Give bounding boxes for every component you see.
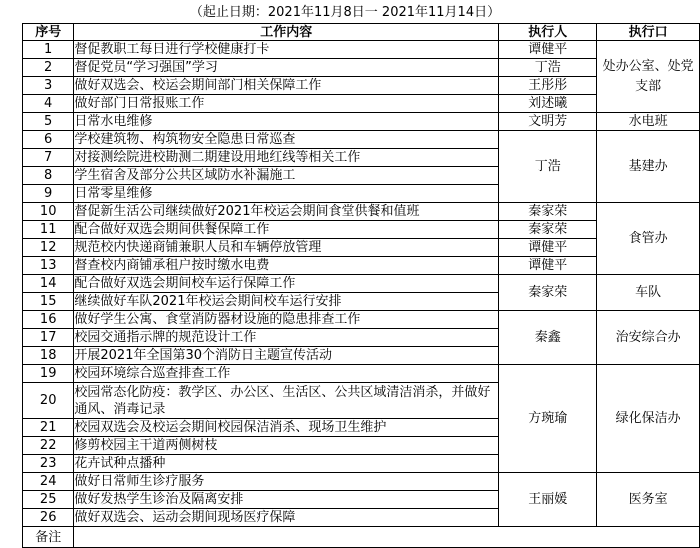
row-content: 做好双选会、运动会期间现场医疗保障	[74, 509, 499, 527]
table-row	[23, 365, 700, 383]
row-number: 5	[23, 113, 74, 131]
row-number: 3	[23, 77, 74, 95]
table-row	[23, 473, 700, 491]
row-dept: 治安综合办	[597, 311, 700, 365]
row-person: 谭健平	[499, 257, 597, 275]
row-content: 学校建筑物、构筑物安全隐患日常巡查	[74, 131, 499, 149]
row-person: 文明芳	[499, 113, 597, 131]
row-content: 做好部门日常报账工作	[74, 95, 499, 113]
row-number: 14	[23, 275, 74, 293]
row-number: 19	[23, 365, 74, 383]
table-row	[23, 113, 700, 131]
row-content: 规范校内快递商铺兼职人员和车辆停放管理	[74, 239, 499, 257]
row-content: 开展2021年全国第30个消防日主题宣传活动	[74, 347, 499, 365]
work-schedule-table	[22, 23, 700, 548]
row-number: 10	[23, 203, 74, 221]
row-content: 做好学生公寓、食堂消防器材设施的隐患排查工作	[74, 311, 499, 329]
row-dept: 食管办	[597, 203, 700, 275]
row-person: 丁浩	[499, 59, 597, 77]
row-number: 9	[23, 185, 74, 203]
row-number: 18	[23, 347, 74, 365]
row-number: 24	[23, 473, 74, 491]
row-content: 对接测绘院进校勘测二期建设用地红线等相关工作	[74, 149, 499, 167]
row-person: 丁浩	[499, 131, 597, 203]
row-dept: 水电班	[597, 113, 700, 131]
row-content: 配合做好双选会期间供餐保障工作	[74, 221, 499, 239]
row-person: 刘述曦	[499, 95, 597, 113]
row-content: 日常水电维修	[74, 113, 499, 131]
row-number: 21	[23, 419, 74, 437]
row-dept: 绿化保洁办	[597, 365, 700, 473]
row-content: 日常零星维修	[74, 185, 499, 203]
remark-label: 备注	[23, 527, 74, 548]
header-dept: 执行口	[597, 24, 700, 41]
row-content: 继续做好车队2021年校运会期间校车运行安排	[74, 293, 499, 311]
row-number: 26	[23, 509, 74, 527]
row-number: 13	[23, 257, 74, 275]
row-content: 督促党员“学习强国”学习	[74, 59, 499, 77]
date-range-subtitle: （起止日期：2021年11月8日一 2021年11月14日）	[189, 5, 501, 20]
row-number: 20	[23, 383, 74, 419]
row-person: 秦家荣	[499, 203, 597, 221]
table-row	[23, 131, 700, 149]
table-row	[23, 203, 700, 221]
row-number: 8	[23, 167, 74, 185]
row-dept: 基建办	[597, 131, 700, 203]
row-content: 督查校内商铺承租户按时缴水电费	[74, 257, 499, 275]
header-person: 执行人	[499, 24, 597, 41]
header-no: 序号	[23, 24, 74, 41]
row-person: 方琬瑜	[499, 365, 597, 473]
row-content: 学生宿舍及部分公共区域防水补漏施工	[74, 167, 499, 185]
row-person: 谭健平	[499, 239, 597, 257]
row-number: 4	[23, 95, 74, 113]
row-content: 督促新生活公司继续做好2021年校运会期间食堂供餐和值班	[74, 203, 499, 221]
row-dept: 处办公室、处党支部	[597, 41, 700, 113]
row-content: 做好日常师生诊疗服务	[74, 473, 499, 491]
table-row	[23, 311, 700, 329]
row-dept: 医务室	[597, 473, 700, 527]
table-header-row	[23, 24, 700, 41]
row-content: 校园环境综合巡查排查工作	[74, 365, 499, 383]
row-content: 校园交通指示牌的规范设计工作	[74, 329, 499, 347]
row-dept: 车队	[597, 275, 700, 311]
row-person: 王彤彤	[499, 77, 597, 95]
row-number: 11	[23, 221, 74, 239]
row-number: 22	[23, 437, 74, 455]
row-content: 校园常态化防疫：教学区、办公区、生活区、公共区域清洁消杀，并做好通风、消毒记录	[74, 383, 499, 419]
row-number: 23	[23, 455, 74, 473]
row-content: 修剪校园主干道两侧树枝	[74, 437, 499, 455]
row-number: 7	[23, 149, 74, 167]
row-content: 做好发热学生诊治及隔离安排	[74, 491, 499, 509]
header-content: 工作内容	[74, 24, 499, 41]
remark-row	[23, 527, 700, 548]
row-number: 2	[23, 59, 74, 77]
row-number: 1	[23, 41, 74, 59]
remark-value	[74, 527, 700, 548]
row-content: 花卉试种点播种	[74, 455, 499, 473]
row-number: 12	[23, 239, 74, 257]
table-row	[23, 275, 700, 293]
row-person: 王丽媛	[499, 473, 597, 527]
row-number: 17	[23, 329, 74, 347]
row-number: 6	[23, 131, 74, 149]
row-person: 谭健平	[499, 41, 597, 59]
row-content: 校园双选会及校运会期间校园保洁消杀、现场卫生维护	[74, 419, 499, 437]
row-number: 16	[23, 311, 74, 329]
row-content: 配合做好双选会期间校车运行保障工作	[74, 275, 499, 293]
row-person: 秦鑫	[499, 311, 597, 365]
row-person: 秦家荣	[499, 275, 597, 311]
row-person: 秦家荣	[499, 221, 597, 239]
row-content: 做好双选会、校运会期间部门相关保障工作	[74, 77, 499, 95]
table-row	[23, 41, 700, 59]
row-content: 督促教职工每日进行学校健康打卡	[74, 41, 499, 59]
row-number: 25	[23, 491, 74, 509]
row-number: 15	[23, 293, 74, 311]
